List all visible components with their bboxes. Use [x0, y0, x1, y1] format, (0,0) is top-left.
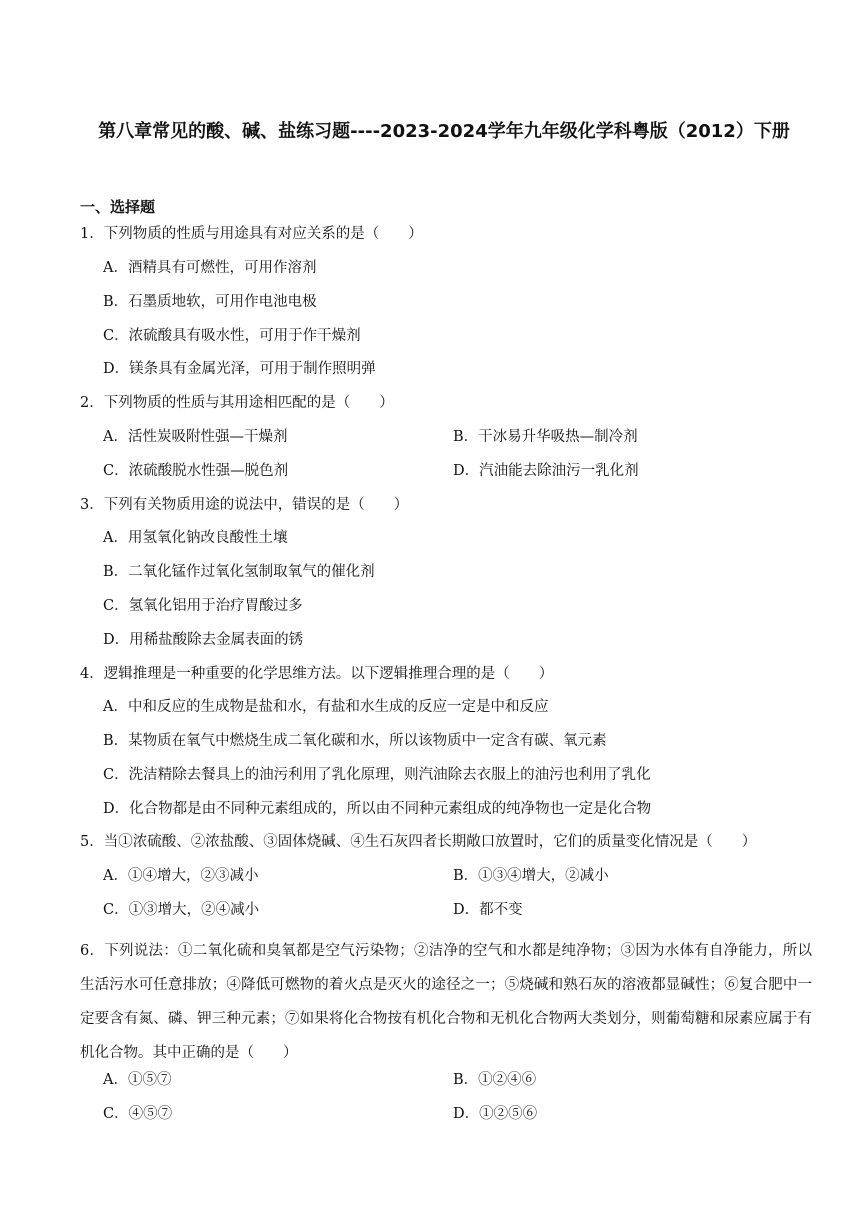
- question-4-option-a: A．中和反应的生成物是盐和水，有盐和水生成的反应一定是中和反应: [103, 699, 549, 715]
- question-5-stem: 5．当①浓硫酸、②浓盐酸、③固体烧碱、④生石灰四者长期敞口放置时，它们的质量变化情况是（ ）: [80, 834, 757, 850]
- question-2-option-d: D．汽油能去除油污一乳化剂: [453, 463, 639, 479]
- question-3-option-b: B．二氧化锰作过氧化氢制取氧气的催化剂: [103, 564, 375, 580]
- section-heading: 一、选择题: [80, 198, 156, 216]
- question-4-option-d: D．化合物都是由不同种元素组成的，所以由不同种元素组成的纯净物也一定是化合物: [103, 801, 652, 817]
- question-3-option-a: A．用氢氧化钠改良酸性土壤: [103, 530, 288, 546]
- question-5-option-c: C．①③增大，②④减小: [103, 902, 260, 918]
- question-2-option-c: C．浓硫酸脱水性强—脱色剂: [103, 463, 289, 479]
- question-2-stem: 2．下列物质的性质与其用途相匹配的是（ ）: [80, 395, 394, 411]
- question-3-stem: 3．下列有关物质用途的说法中，错误的是（ ）: [80, 497, 409, 513]
- question-4-option-b: B．某物质在氧气中燃烧生成二氧化碳和水，所以该物质中一定含有碳、氧元素: [103, 733, 607, 749]
- question-1-option-d: D．镁条具有金属光泽，可用于制作照明弹: [103, 361, 376, 377]
- question-3-option-d: D．用稀盐酸除去金属表面的锈: [103, 632, 304, 648]
- question-5-option-a: A．①④增大，②③减小: [103, 868, 259, 884]
- question-2-option-a: A．活性炭吸附性强—干燥剂: [103, 429, 288, 445]
- question-6-option-d: D．①②⑤⑥: [453, 1106, 538, 1122]
- question-5-option-d: D．都不变: [453, 902, 523, 918]
- question-3-option-c: C．氢氧化铝用于治疗胃酸过多: [103, 598, 303, 614]
- question-6-stem: 6．下列说法：①二氧化硫和臭氧都是空气污染物；②洁净的空气和水都是纯净物；③因为水体有自净能力，所以生活污水可任意排放；④降低可燃物的着火点是灭火的途径之一；⑤烧碱和熟石灰的溶液都显碱性；⑥复合肥中一定要含有氮、磷、钾三种元素；⑦如果将化合物按有机化合物和无机化合物两大类划分，则葡萄糖和尿素应属于有机化合物。其中正确的是（ ）: [80, 943, 812, 1061]
- question-6-option-b: B．①②④⑥: [453, 1072, 537, 1088]
- question-5-option-b: B．①③④增大，②减小: [453, 868, 609, 884]
- question-4-stem: 4．逻辑推理是一种重要的化学思维方法。以下逻辑推理合理的是（ ）: [80, 666, 554, 682]
- question-1-option-b: B．石墨质地软，可用作电池电极: [103, 294, 317, 310]
- question-6-option-c: C．④⑤⑦: [103, 1106, 173, 1122]
- question-6-option-a: A．①⑤⑦: [103, 1072, 172, 1088]
- question-2-option-b: B．干冰易升华吸热—制冷剂: [453, 429, 638, 445]
- question-4-option-c: C．洗洁精除去餐具上的油污利用了乳化原理，则汽油除去衣服上的油污也利用了乳化: [103, 767, 651, 783]
- question-1-option-c: C．浓硫酸具有吸水性，可用于作干燥剂: [103, 328, 361, 344]
- question-1-stem: 1．下列物质的性质与用途具有对应关系的是（ ）: [80, 226, 423, 242]
- question-1-option-a: A．酒精具有可燃性，可用作溶剂: [103, 260, 317, 276]
- document-title: 第八章常见的酸、碱、盐练习题----2023-2024学年九年级化学科粤版（2012）下册: [98, 121, 790, 142]
